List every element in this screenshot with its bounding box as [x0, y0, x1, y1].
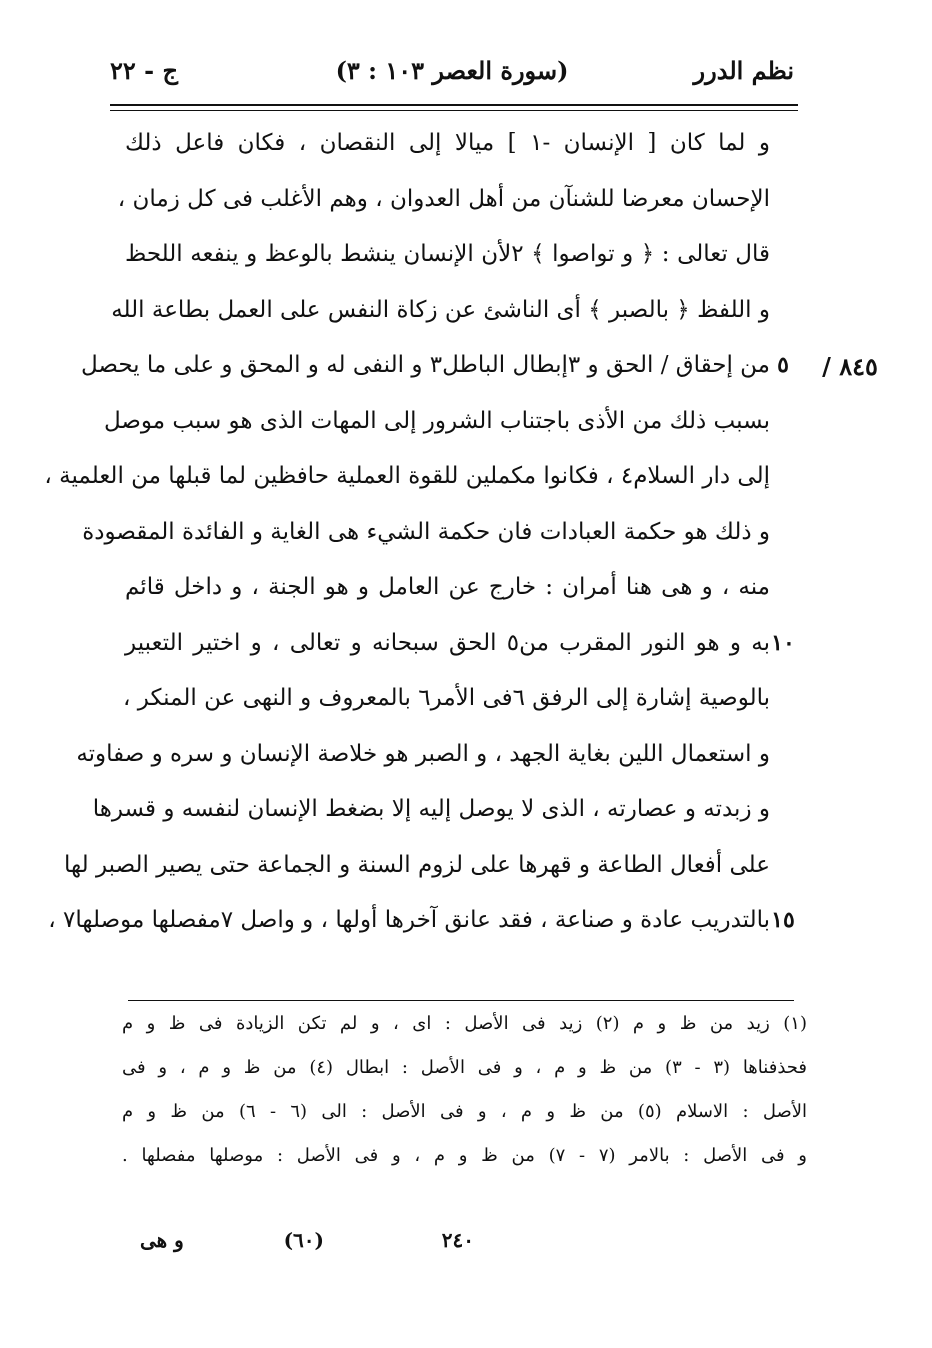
text-line — [0, 176, 932, 232]
line-text: و اللفظ ﴿ بالصبر ﴾ أى الناشئ عن زكاة النفس على العمل بطاعة الله — [111, 296, 770, 323]
text-line — [0, 231, 932, 287]
line-text: إلى دار السلام٤ ، فكانوا مكملين للقوة العملية حافظين لما قبلها من العلمية ، — [44, 463, 770, 489]
footnote-rule — [128, 1000, 794, 1001]
text-line — [0, 287, 932, 343]
footnote-line — [0, 1049, 932, 1093]
line-text: من إحقاق / الحق و ٣إبطال الباطل٣ و النفى له و المحق و على ما يحصل — [80, 352, 770, 378]
line-text: قال تعالى : ﴿ و تواصوا ﴾ ٢لأن الإنسان ينشط بالوعظ و ينفعه اللحظ — [125, 241, 771, 267]
line-text: بسبب ذلك من الأذى باجتناب الشرور إلى المهات الذى هو سبب موصل — [103, 407, 770, 434]
footnote-text: الأصل : الاسلام (٥) من ظ و م ، و فى الأصل : الى (٦ - ٦) من ظ و م — [122, 1101, 807, 1122]
line-text: و استعمال اللين بغاية الجهد ، و الصبر هو خلاصة الإنسان و سره و صفاوته — [76, 740, 770, 767]
part-number: ج - ٢٢ — [110, 56, 178, 85]
manuscript-folio-marker: ٨٤٥ / — [822, 352, 878, 381]
text-line — [0, 842, 932, 898]
page-footer — [110, 1228, 794, 1268]
text-line — [0, 786, 932, 842]
line-number: ١٥ — [771, 907, 795, 933]
surah-reference: (سورة العصر ١٠٣ : ٣) — [335, 56, 569, 85]
footnote-text: و فى الأصل : بالامر (٧ - ٧) من ظ و م ، و فى الأصل : موصلها مفصلها . — [122, 1145, 807, 1166]
line-text: و زبدته و عصارته ، الذى لا يوصل إليه إلا بضغط الإنسان لنفسه و قسرها — [92, 796, 770, 822]
footnote-text: (١) زيد من ظ و م (٢) زيد فى الأصل : اى ، و لم تكن الزيادة فى ظ و م — [122, 1013, 807, 1034]
header-rule-thin — [110, 110, 798, 111]
line-text: الإحسان معرضا للشنآن من أهل العدوان ، وهم الأغلب فى كل زمان ، — [117, 185, 770, 212]
footnote-text: فحذفناها (٣ - ٣) من ظ و م ، و فى الأصل : ابطال (٤) من ظ و م ، و فى — [122, 1057, 807, 1078]
footnotes — [0, 1005, 932, 1181]
line-number: ١٠ — [771, 629, 795, 656]
main-text — [0, 120, 932, 953]
page-header — [110, 48, 794, 98]
text-line — [0, 398, 932, 454]
line-text: بالوصية إشارة إلى الرفق ٦فى الأمر٦ بالمعروف و النهى عن المنكر ، — [123, 685, 770, 711]
text-line — [0, 509, 932, 565]
line-text: منه ، و هى هنا أمران : خارج عن العامل و هو الجنة ، و داخل قائم — [125, 574, 770, 600]
footnote-line — [0, 1093, 932, 1137]
footnote-line — [0, 1137, 932, 1181]
text-line — [0, 620, 932, 676]
footnote-line — [0, 1005, 932, 1049]
text-line — [0, 675, 932, 731]
line-text: بالتدريب عادة و صناعة ، فقد عانق آخرها أولها ، و واصل ٧مفصلها موصلها٧ ، — [48, 907, 770, 933]
volume-marker: (٦٠) — [283, 1228, 324, 1252]
text-line — [0, 453, 932, 509]
text-line — [0, 342, 932, 398]
header-rule-thick — [110, 104, 798, 106]
text-line — [0, 564, 932, 620]
text-line — [0, 897, 932, 953]
page-number: ٢٤٠ — [441, 1228, 474, 1252]
book-title: نظم الدرر — [693, 56, 794, 85]
text-line — [0, 731, 932, 787]
line-text: به و هو النور المقرب من٥ الحق سبحانه و تعالى ، و اختير التعبير — [125, 629, 770, 656]
line-text: و لما كان [ الإنسان -١ ] ميالا إلى النقصان ، فكان فاعل ذلك — [125, 130, 770, 156]
line-text: و ذلك هو حكمة العبادات فان حكمة الشيء هى الغاية و الفائدة المقصودة — [82, 518, 770, 545]
catchword: و هى — [140, 1228, 184, 1252]
line-text: على أفعال الطاعة و قهرها على لزوم السنة و الجماعة حتى يصير الصبر لها — [64, 851, 770, 878]
line-number: ٥ — [777, 352, 789, 378]
text-line — [0, 120, 932, 176]
